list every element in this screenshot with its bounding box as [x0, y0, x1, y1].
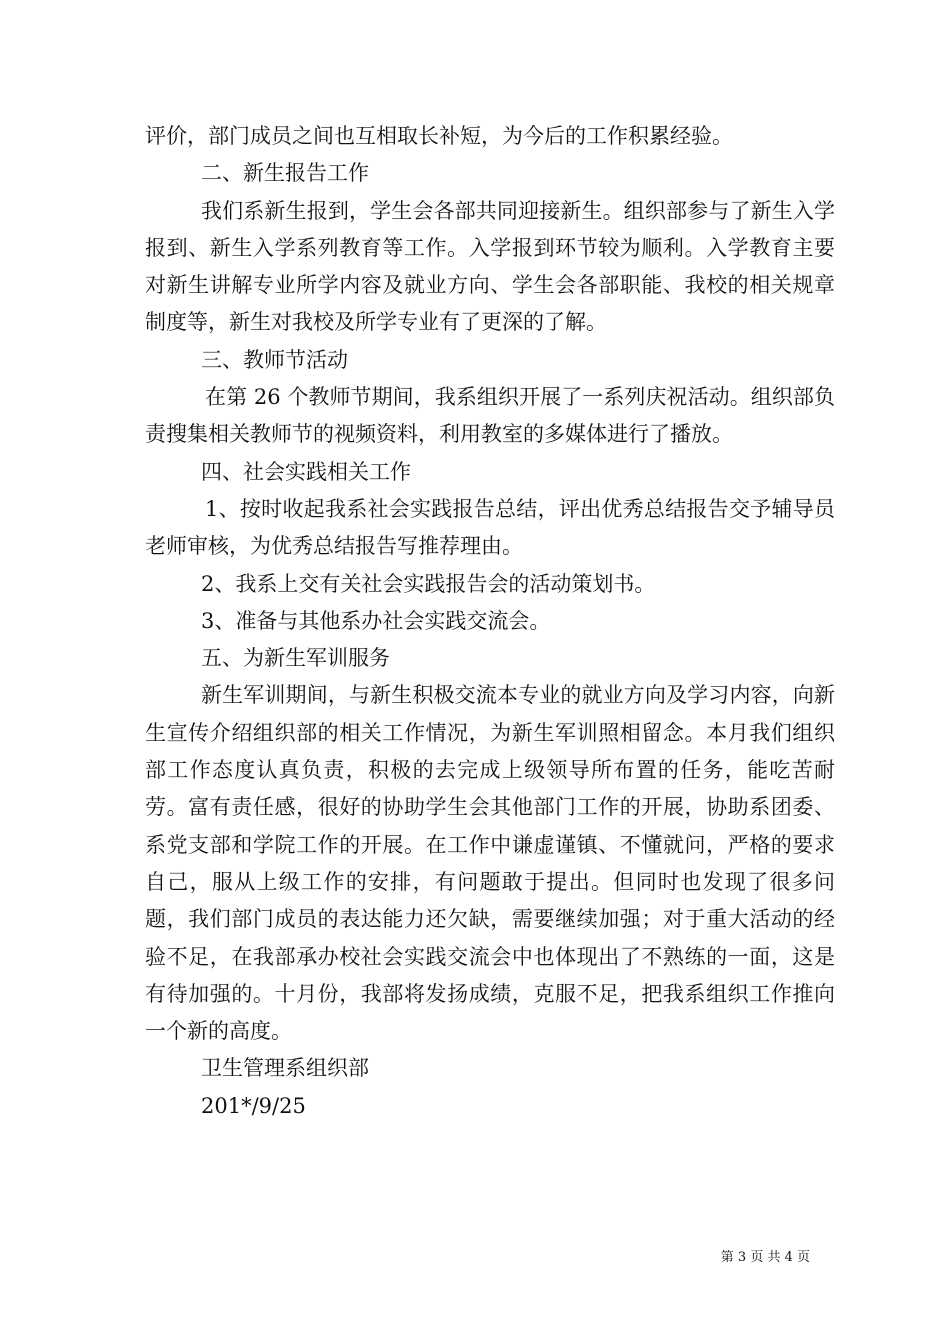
section-heading-social-practice: 四、社会实践相关工作	[201, 459, 411, 484]
page-number: 第 3 页 共 4 页	[720, 1250, 810, 1265]
signature-department: 卫生管理系组织部	[201, 1056, 369, 1081]
section-heading-new-student-report: 二、新生报告工作	[201, 161, 369, 186]
list-item-social-practice-1: 1、按时收起我系社会实践报告总结，评出优秀总结报告交予辅导员老师审核，为优秀总结报告写推荐理由。	[145, 496, 835, 559]
paragraph-teachers-day: 在第 26 个教师节期间，我系组织开展了一系列庆祝活动。组织部负责搜集相关教师节的视频资料，利用教室的多媒体进行了播放。	[145, 385, 835, 447]
paragraph-military-training: 新生军训期间，与新生积极交流本专业的就业方向及学习内容，向新生宣传介绍组织部的相关工作情况，为新生军训照相留念。本月我们组织部工作态度认真负责，积极的去完成上级领导所布置的任务，能吃苦耐劳。富有责任感，很好的协助学生会其他部门工作的开展，协助系团委、系党支部和学院工作的开展。在工作中谦虚谨镇、不懂就问，严格的要求自己，服从上级工作的安排，有问题敢于提出。但同时也发现了很多问题，我们部门成员的表达能力还欠缺，需要继续加强；对于重大活动的经验不足，在我部承办校社会实践交流会中也体现出了不熟练的一面，这是有待加强的。十月份，我部将发扬成绩，克服不足，把我系组织工作推向一个新的高度。	[145, 683, 835, 1044]
signature-date: 201*/9/25	[201, 1093, 306, 1118]
document-body	[145, 118, 835, 1125]
list-item-social-practice-2: 2、我系上交有关社会实践报告会的活动策划书。	[201, 571, 656, 596]
list-item-social-practice-3: 3、准备与其他系办社会实践交流会。	[201, 608, 551, 633]
paragraph-new-student-report: 我们系新生报到，学生会各部共同迎接新生。组织部参与了新生入学报到、新生入学系列教育等工作。入学报到环节较为顺利。入学教育主要对新生讲解专业所学内容及就业方向、学生会各部职能、我校的相关规章制度等，新生对我校及所学专业有了更深的了解。	[145, 198, 835, 335]
section-heading-teachers-day: 三、教师节活动	[201, 347, 348, 372]
section-heading-military-training: 五、为新生军训服务	[201, 646, 390, 671]
paragraph-continuation: 评价，部门成员之间也互相取长补短，为今后的工作积累经验。	[145, 124, 733, 148]
